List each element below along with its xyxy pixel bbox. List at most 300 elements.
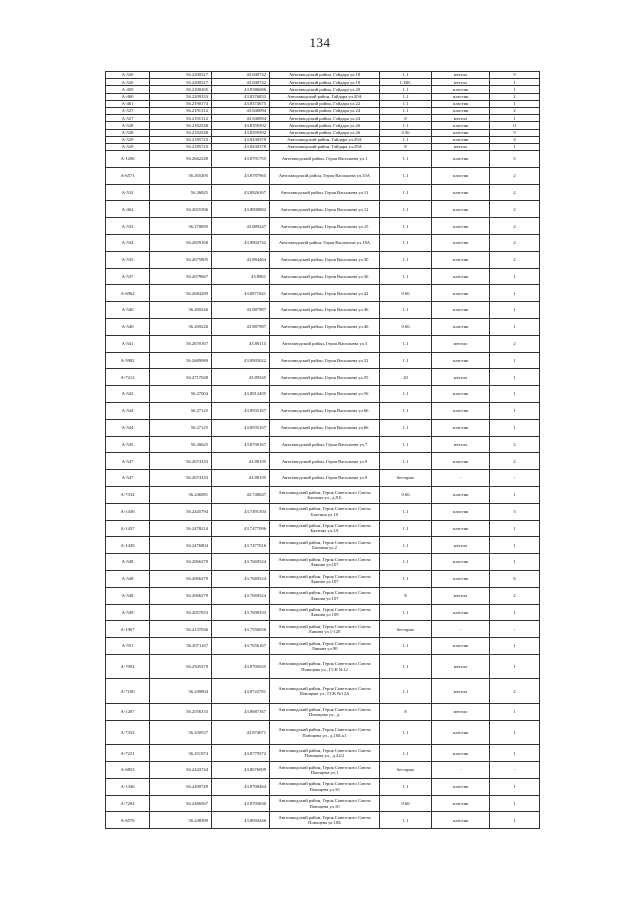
cell-addr: Автозаводский район, Героя Васильева ул.46 bbox=[270, 319, 380, 336]
cell-id: А-459 bbox=[106, 86, 150, 93]
cell-cnt: 2 bbox=[490, 235, 540, 252]
cell-vol: 1.1 bbox=[380, 812, 432, 829]
table-row bbox=[106, 386, 540, 403]
cell-id: А-551 bbox=[106, 638, 150, 655]
cell-lat: 56.2200317 bbox=[150, 72, 212, 79]
cell-cnt: 1 bbox=[490, 419, 540, 436]
cell-mat: пластик bbox=[432, 778, 490, 795]
cell-vol: 0.66 bbox=[380, 285, 432, 302]
cell-lon: 43.89345 bbox=[212, 369, 270, 386]
cell-lat: 56.269226 bbox=[150, 319, 212, 336]
cell-mat: пластик bbox=[432, 122, 490, 129]
cell-id: А-537 bbox=[106, 268, 150, 285]
table-row bbox=[106, 122, 540, 129]
cell-id: А-547 bbox=[106, 453, 150, 470]
cell-vol: бестарно bbox=[380, 470, 432, 487]
cell-lat: 56.2679667 bbox=[150, 268, 212, 285]
cell-lon: 43.8359392 bbox=[212, 122, 270, 129]
cell-lon: 43.8779572 bbox=[212, 745, 270, 762]
cell-cnt: 1 bbox=[490, 654, 540, 679]
cell-id: А-544 bbox=[106, 419, 150, 436]
cell-vol: 1.1 bbox=[380, 570, 432, 587]
cell-id: А-1346 bbox=[106, 778, 150, 795]
cell-mat: пластик bbox=[432, 218, 490, 235]
cell-lon: 43.8790167 bbox=[212, 436, 270, 453]
waste-containers-table bbox=[105, 71, 540, 829]
cell-mat: пластик bbox=[432, 201, 490, 218]
table-row bbox=[106, 419, 540, 436]
cell-cnt: 1 bbox=[490, 115, 540, 122]
cell-lat: 56.2445794 bbox=[150, 503, 212, 520]
table-row bbox=[106, 302, 540, 319]
cell-lat: 56.2185723 bbox=[150, 136, 212, 143]
cell-cnt: 4 bbox=[490, 136, 540, 143]
cell-cnt: 1 bbox=[490, 100, 540, 107]
cell-addr: Автозаводский район, Героя Советского Союза Поющева ул., д.22/2 bbox=[270, 745, 380, 762]
table-row bbox=[106, 235, 540, 252]
table-row bbox=[106, 335, 540, 352]
cell-lat: 56.2684289 bbox=[150, 285, 212, 302]
cell-lat: 56.270095 bbox=[150, 218, 212, 235]
cell-lat: 56.2182548 bbox=[150, 122, 212, 129]
cell-vol: 0.66 bbox=[380, 319, 432, 336]
cell-mat: пластик bbox=[432, 453, 490, 470]
cell-lon: 43.887987 bbox=[212, 319, 270, 336]
cell-lon: 43.7669524 bbox=[212, 554, 270, 571]
cell-lat: 56.2670167 bbox=[150, 335, 212, 352]
cell-cnt: 1 bbox=[490, 268, 540, 285]
cell-vol: 1.1 bbox=[380, 72, 432, 79]
table-row bbox=[106, 143, 540, 150]
cell-lon: 43.8871841 bbox=[212, 285, 270, 302]
cell-cnt: 2 bbox=[490, 679, 540, 704]
cell-addr: Автозаводский район, Героя Васильева ул.7 bbox=[270, 436, 380, 453]
cell-id: А-529 bbox=[106, 136, 150, 143]
cell-lon: 43.8694346 bbox=[212, 812, 270, 829]
cell-id: А-6853 bbox=[106, 762, 150, 779]
cell-vol: 1.1 bbox=[380, 335, 432, 352]
cell-addr: Автозаводский район, Героя Васильева ул.55 bbox=[270, 369, 380, 386]
cell-id: А-1437 bbox=[106, 520, 150, 537]
cell-vol: 1.1КС bbox=[380, 79, 432, 86]
cell-mat: пластик bbox=[432, 638, 490, 655]
cell-lon: 43.840742 bbox=[212, 79, 270, 86]
table-row bbox=[106, 115, 540, 122]
cell-addr: Автозаводский район, Гайдара ул.20А bbox=[270, 93, 380, 100]
cell-lat: 56.2674333 bbox=[150, 470, 212, 487]
cell-mat: пластик bbox=[432, 86, 490, 93]
cell-lat: 56.248389 bbox=[150, 812, 212, 829]
cell-vol: 1.1 bbox=[380, 268, 432, 285]
cell-lon: 43.7669524 bbox=[212, 587, 270, 604]
table-row bbox=[106, 107, 540, 114]
cell-addr: Автозаводский район, Героя Советского Союза Поющева ул., ГСК №12А bbox=[270, 679, 380, 704]
table-row bbox=[106, 86, 540, 93]
cell-mat: пластик bbox=[432, 107, 490, 114]
cell-addr: Автозаводский район, Гайдара ул.20 bbox=[270, 86, 380, 93]
cell-cnt: 2 bbox=[490, 107, 540, 114]
cell-addr: Автозаводский район, Героя Васильева ул.9 bbox=[270, 470, 380, 487]
cell-lat: 56.2662248 bbox=[150, 151, 212, 168]
cell-lat: 56.265495 bbox=[150, 167, 212, 184]
cell-cnt: 1 bbox=[490, 778, 540, 795]
table-row bbox=[106, 285, 540, 302]
table-row bbox=[106, 79, 540, 86]
cell-lon: 43.840094 bbox=[212, 107, 270, 114]
cell-cnt: 2 bbox=[490, 201, 540, 218]
cell-mat: пластик bbox=[432, 570, 490, 587]
cell-cnt: 2 bbox=[490, 453, 540, 470]
cell-lon: 43.887987 bbox=[212, 302, 270, 319]
table-row bbox=[106, 537, 540, 554]
cell-cnt: - bbox=[490, 762, 540, 779]
cell-vol: 1.1 bbox=[380, 604, 432, 621]
cell-cnt: 1 bbox=[490, 302, 540, 319]
cell-vol: 1.1 bbox=[380, 218, 432, 235]
cell-mat: пластик bbox=[432, 503, 490, 520]
cell-addr: Автозаводский район, Гайдара ул.24 bbox=[270, 115, 380, 122]
cell-vol: 1.1 bbox=[380, 503, 432, 520]
cell-id: А-461 bbox=[106, 100, 150, 107]
cell-vol: 8 bbox=[380, 115, 432, 122]
cell-addr: Автозаводский район, Героя Васильева ул.5 bbox=[270, 335, 380, 352]
cell-lon: 43.8705635 bbox=[212, 654, 270, 679]
cell-lon: 43.840742 bbox=[212, 72, 270, 79]
cell-mat: металл bbox=[432, 335, 490, 352]
cell-cnt: 1 bbox=[490, 520, 540, 537]
table-row bbox=[106, 72, 540, 79]
cell-cnt: 1 bbox=[490, 369, 540, 386]
cell-addr: Автозаводский район, Героя Советского Союза Лямова ул.107 bbox=[270, 554, 380, 571]
cell-lon: 43.8935167 bbox=[212, 419, 270, 436]
cell-mat: металл bbox=[432, 79, 490, 86]
cell-id: А-7100 bbox=[106, 679, 150, 704]
cell-vol: 0.66 bbox=[380, 487, 432, 504]
cell-vol: 8 bbox=[380, 587, 432, 604]
cell-id: А-7334 bbox=[106, 487, 150, 504]
cell-mat: металл bbox=[432, 436, 490, 453]
table-row bbox=[106, 453, 540, 470]
cell-addr: Автозаводский район, Гайдара ул.24 bbox=[270, 107, 380, 114]
table-row bbox=[106, 201, 540, 218]
cell-lat: 56.2655396 bbox=[150, 201, 212, 218]
cell-addr: Автозаводский район, Героя Васильева ул.12 bbox=[270, 201, 380, 218]
cell-addr: Автозаводский район, Героя Васильева ул.56 bbox=[270, 386, 380, 403]
table-row bbox=[106, 745, 540, 762]
cell-lat: 56.2071167 bbox=[150, 638, 212, 655]
cell-cnt: 1 bbox=[490, 745, 540, 762]
cell-lon: 43.874071 bbox=[212, 720, 270, 745]
cell-addr: Автозаводский район, Героя Советского Союза Поющева ул.10 bbox=[270, 795, 380, 812]
cell-mat: пластик bbox=[432, 319, 490, 336]
cell-lon: 43.8861 bbox=[212, 268, 270, 285]
cell-lat: 56.2185723 bbox=[150, 143, 212, 150]
cell-vol: 1.1 bbox=[380, 201, 432, 218]
cell-vol: 1.1 bbox=[380, 745, 432, 762]
cell-mat: металл bbox=[432, 143, 490, 150]
cell-lat: 56.246081 bbox=[150, 487, 212, 504]
cell-vol: 1.1 bbox=[380, 436, 432, 453]
cell-addr: Автозаводский район, Гайдара ул.29А bbox=[270, 136, 380, 143]
cell-lat: 56.2505379 bbox=[150, 654, 212, 679]
cell-vol: 1.1 bbox=[380, 654, 432, 679]
cell-id: А-7332 bbox=[106, 720, 150, 745]
cell-addr: Автозаводский район, Героя Советского Союза Поющева ул., д.16Б к1 bbox=[270, 720, 380, 745]
cell-mat: пластик bbox=[432, 554, 490, 571]
cell-mat: пластик bbox=[432, 151, 490, 168]
cell-lon: 43.8430378 bbox=[212, 143, 270, 150]
cell-lon: 43.8687167 bbox=[212, 703, 270, 720]
cell-mat: металл bbox=[432, 679, 490, 704]
cell-vol: 1.1 bbox=[380, 386, 432, 403]
cell-vol: 1.1 bbox=[380, 520, 432, 537]
cell-lon: 43.8787965 bbox=[212, 167, 270, 184]
cell-lat: 56.2066279 bbox=[150, 587, 212, 604]
cell-cnt: 1 bbox=[490, 720, 540, 745]
cell-mat: металл bbox=[432, 115, 490, 122]
table-row bbox=[106, 554, 540, 571]
cell-lat: 56.2066279 bbox=[150, 554, 212, 571]
cell-lat: 56.2490749 bbox=[150, 778, 212, 795]
cell-cnt: 1 bbox=[490, 403, 540, 420]
cell-cnt: - bbox=[490, 470, 540, 487]
cell-vol: 8 bbox=[380, 703, 432, 720]
cell-lat: 56.2556333 bbox=[150, 703, 212, 720]
cell-id: А-1206 bbox=[106, 151, 150, 168]
cell-mat: пластик bbox=[432, 136, 490, 143]
cell-mat: пластик bbox=[432, 167, 490, 184]
table-row bbox=[106, 570, 540, 587]
cell-id: А-541 bbox=[106, 335, 150, 352]
cell-lat: 56.2486567 bbox=[150, 795, 212, 812]
table-row bbox=[106, 587, 540, 604]
cell-lon: 43.8676009 bbox=[212, 762, 270, 779]
cell-vol: 1.1 bbox=[380, 107, 432, 114]
cell-id: А-1967 bbox=[106, 621, 150, 638]
cell-cnt: 1 bbox=[490, 638, 540, 655]
cell-lat: 56.2191312 bbox=[150, 115, 212, 122]
cell-addr: Автозаводский район, Гайдара ул.26 bbox=[270, 122, 380, 129]
cell-mat: - bbox=[432, 762, 490, 779]
cell-id: А-1438 bbox=[106, 537, 150, 554]
cell-id: А-6962 bbox=[106, 285, 150, 302]
cell-lon: 43.7656167 bbox=[212, 638, 270, 655]
cell-lat: 56.269226 bbox=[150, 302, 212, 319]
cell-addr: Автозаводский район, Героя Советского Союза Бахтина ул.1А bbox=[270, 520, 380, 537]
cell-cnt: 1 bbox=[490, 386, 540, 403]
cell-mat: металл bbox=[432, 72, 490, 79]
cell-lat: 56.27125 bbox=[150, 419, 212, 436]
cell-lat: 56.249804 bbox=[150, 679, 212, 704]
table-row bbox=[106, 403, 540, 420]
cell-lat: 56.2191312 bbox=[150, 107, 212, 114]
cell-lat: 56.2057833 bbox=[150, 604, 212, 621]
cell-mat: пластик bbox=[432, 812, 490, 829]
cell-id: А-548 bbox=[106, 570, 150, 587]
cell-lat: 56.2137046 bbox=[150, 621, 212, 638]
cell-cnt: 11 bbox=[490, 122, 540, 129]
cell-id: А-6571 bbox=[106, 167, 150, 184]
cell-id: А-532 bbox=[106, 184, 150, 201]
cell-mat: пластик bbox=[432, 720, 490, 745]
cell-lon: 43.8374675 bbox=[212, 100, 270, 107]
cell-vol: 1.1 bbox=[380, 453, 432, 470]
table-row bbox=[106, 762, 540, 779]
cell-lat: 56.2717048 bbox=[150, 369, 212, 386]
table-row bbox=[106, 251, 540, 268]
cell-cnt: 2 bbox=[490, 436, 540, 453]
cell-cnt: 1 bbox=[490, 537, 540, 554]
table-row bbox=[106, 703, 540, 720]
cell-mat: металл bbox=[432, 654, 490, 679]
cell-cnt: 1 bbox=[490, 319, 540, 336]
cell-lon: 43.8708464 bbox=[212, 778, 270, 795]
table-row bbox=[106, 319, 540, 336]
table-row bbox=[106, 720, 540, 745]
cell-cnt: 2 bbox=[490, 335, 540, 352]
cell-mat: металл bbox=[432, 587, 490, 604]
cell-mat: пластик bbox=[432, 285, 490, 302]
table-row bbox=[106, 778, 540, 795]
cell-id: А-534 bbox=[106, 235, 150, 252]
table-row bbox=[106, 151, 540, 168]
table-row bbox=[106, 100, 540, 107]
cell-cnt: 6 bbox=[490, 570, 540, 587]
cell-lon: 43.88115 bbox=[212, 335, 270, 352]
cell-mat: пластик bbox=[432, 352, 490, 369]
cell-addr: Автозаводский район, Героя Советского Союза Поющева ул.10Б bbox=[270, 812, 380, 829]
cell-addr: Автозаводский район, Героя Советского Союза Поющева ул., ГСК №12 bbox=[270, 654, 380, 679]
cell-lat: 56.2674333 bbox=[150, 453, 212, 470]
cell-mat: пластик bbox=[432, 129, 490, 136]
cell-vol: 20 bbox=[380, 369, 432, 386]
table-row bbox=[106, 268, 540, 285]
table-row bbox=[106, 136, 540, 143]
cell-id: А-547 bbox=[106, 470, 150, 487]
cell-id: А-528 bbox=[106, 122, 150, 129]
cell-addr: Автозаводский район, Героя Васильева ул.15 bbox=[270, 218, 380, 235]
cell-cnt: 1 bbox=[490, 554, 540, 571]
cell-lon: 43.8386686 bbox=[212, 86, 270, 93]
cell-mat: - bbox=[432, 470, 490, 487]
cell-lon: 43.8903022 bbox=[212, 352, 270, 369]
cell-mat: металл bbox=[432, 703, 490, 720]
cell-lat: 56.251974 bbox=[150, 745, 212, 762]
cell-lat: 56.2200317 bbox=[150, 79, 212, 86]
cell-cnt: 3 bbox=[490, 503, 540, 520]
cell-lon: 43.840094 bbox=[212, 115, 270, 122]
cell-mat: пластик bbox=[432, 386, 490, 403]
cell-id: А-548 bbox=[106, 554, 150, 571]
cell-cnt: 9 bbox=[490, 72, 540, 79]
cell-id: А-528 bbox=[106, 129, 150, 136]
cell-lon: 43.8791755 bbox=[212, 151, 270, 168]
cell-vol: 1.1 bbox=[380, 352, 432, 369]
table-row bbox=[106, 503, 540, 520]
cell-lon: 43.8359392 bbox=[212, 129, 270, 136]
cell-lon: 43.7556056 bbox=[212, 621, 270, 638]
cell-lat: 56.2182548 bbox=[150, 129, 212, 136]
table-row bbox=[106, 487, 540, 504]
cell-lat: 56.26825 bbox=[150, 184, 212, 201]
cell-addr: Автозаводский район, Гайдара ул.29А bbox=[270, 143, 380, 150]
cell-id: А-1207 bbox=[106, 703, 150, 720]
cell-vol: 8 bbox=[380, 143, 432, 150]
cell-mat: пластик bbox=[432, 795, 490, 812]
cell-addr: Автозаводский район, Гайдара ул.18 bbox=[270, 72, 380, 79]
table-row bbox=[106, 129, 540, 136]
cell-addr: Автозаводский район, Героя Васильева ул.1 bbox=[270, 151, 380, 168]
cell-addr: Автозаводский район, Героя Васильева ул.18А bbox=[270, 235, 380, 252]
cell-cnt: 1 bbox=[490, 795, 540, 812]
cell-lat: 56.2443744 bbox=[150, 762, 212, 779]
cell-id: А-545 bbox=[106, 436, 150, 453]
cell-id: А-527 bbox=[106, 115, 150, 122]
cell-cnt: 1 bbox=[490, 79, 540, 86]
cell-lon: 43.7477096 bbox=[212, 520, 270, 537]
cell-id: А-535 bbox=[106, 251, 150, 268]
cell-id: А-529 bbox=[106, 143, 150, 150]
cell-id: А-7294 bbox=[106, 795, 150, 812]
table-row bbox=[106, 604, 540, 621]
cell-lat: 56.2689089 bbox=[150, 352, 212, 369]
cell-cnt: 2 bbox=[490, 587, 540, 604]
table-row bbox=[106, 184, 540, 201]
cell-lat: 56.2209333 bbox=[150, 93, 212, 100]
cell-vol: 1.1 bbox=[380, 720, 432, 745]
cell-addr: Автозаводский район, Героя Советского Союза Лямова ул.107 bbox=[270, 570, 380, 587]
cell-lon: 43.8800882 bbox=[212, 201, 270, 218]
table-row bbox=[106, 369, 540, 386]
cell-mat: пластик bbox=[432, 251, 490, 268]
cell-addr: Автозаводский район, Героя Советского Союза Поющева ул.10 bbox=[270, 778, 380, 795]
cell-cnt: 1 bbox=[490, 604, 540, 621]
cell-lon: 43.8804742 bbox=[212, 235, 270, 252]
cell-lon: 43.748647 bbox=[212, 487, 270, 504]
table-row bbox=[106, 654, 540, 679]
cell-mat: пластик bbox=[432, 268, 490, 285]
cell-mat: пластик bbox=[432, 520, 490, 537]
cell-lon: 43.7669524 bbox=[212, 570, 270, 587]
cell-id: А-542 bbox=[106, 386, 150, 403]
cell-mat: пластик bbox=[432, 487, 490, 504]
cell-vol: 1.1 bbox=[380, 167, 432, 184]
cell-mat: пластик bbox=[432, 100, 490, 107]
cell-vol: 1.1 bbox=[380, 679, 432, 704]
cell-id: А-1436 bbox=[106, 503, 150, 520]
cell-addr: Автозаводский район, Героя Советского Союза Лямова ул.1-120 bbox=[270, 621, 380, 638]
cell-lat: 56.2659168 bbox=[150, 235, 212, 252]
cell-cnt: 2 bbox=[490, 218, 540, 235]
cell-vol: бестарно bbox=[380, 762, 432, 779]
cell-vol: 0.36 bbox=[380, 129, 432, 136]
cell-id: А-526 bbox=[106, 72, 150, 79]
cell-addr: Автозаводский район, Героя Советского Союза Лямова ул.107 bbox=[270, 587, 380, 604]
cell-mat: металл bbox=[432, 369, 490, 386]
cell-cnt: 2 bbox=[490, 167, 540, 184]
cell-addr: Автозаводский район, Гайдара ул.26 bbox=[270, 129, 380, 136]
cell-addr: Автозаводский район, Героя Васильева ул.10А bbox=[270, 167, 380, 184]
cell-cnt: 9 bbox=[490, 129, 540, 136]
cell-addr: Автозаводский район, Героя Васильева ул.11 bbox=[270, 184, 380, 201]
cell-lat: 56.26625 bbox=[150, 436, 212, 453]
cell-vol: 1.1 bbox=[380, 93, 432, 100]
cell-addr: Автозаводский район, Героя Васильева ул.52 bbox=[270, 352, 380, 369]
cell-cnt: 1 bbox=[490, 352, 540, 369]
cell-addr: Автозаводский район, Героя Советского Союза Бахтина ул., д.8 Б bbox=[270, 487, 380, 504]
cell-cnt: 1 bbox=[490, 86, 540, 93]
cell-cnt: 2 bbox=[490, 93, 540, 100]
